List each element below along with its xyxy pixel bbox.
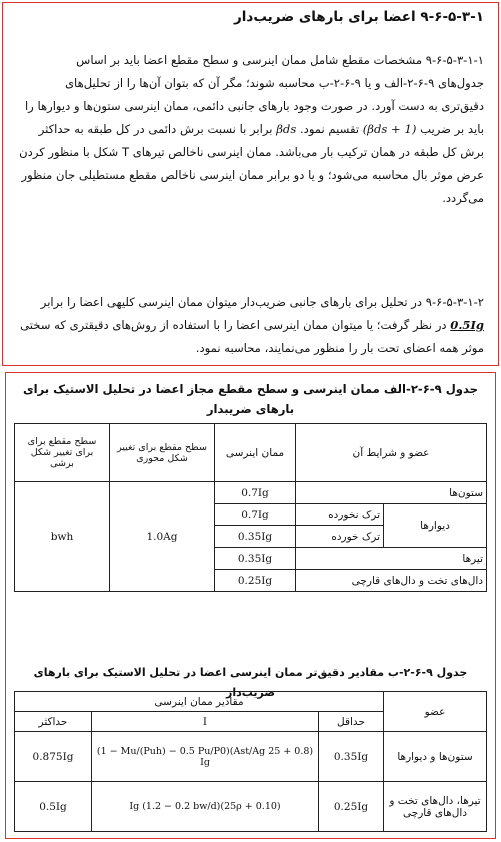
t1-val-cracked: 0.35Ig [215,526,296,548]
t2-header-group: مقادیر ممان اینرسی [15,692,384,712]
t2-row2-formula: (0.10 + 25ρ)(1.2 − 0.2 bw/d) Ig [92,782,319,832]
table2-caption: جدول ۹-۶-۲-ب مقادیر دقیق‌تر ممان اینرسی اعضا در تحلیل الاستیک برای بارهای ضریب‌دار [33,666,468,699]
para1-line-3: دقیق‌تری به دست آورد. در صورت وجود بارهای جانبی دائمی، ممان اینرسی ستون‌ها و دیوارها را [24,99,484,113]
half-ig-value: 0.5Ig [450,318,484,332]
t2-row1-min: 0.35Ig [319,732,384,782]
t2-header-min: حداقل [319,712,384,732]
t2-row1-formula: (0.8 + 25 Ast/Ag)(1 − Mu/(Puh) − 0.5 Pu/P0) Ig [92,732,319,782]
paragraph-2 [17,291,484,360]
paragraph-1 [17,49,484,210]
t2-header-i: I [92,712,319,732]
para2-line-1: ۹-۶-۵-۳-۱-۲ در تحلیل برای بارهای جانبی ضریب‌دار میتوان ممان اینرسی کلیهی اعضا را برابر [40,295,484,309]
t1-val-uncracked: 0.7Ig [215,504,296,526]
beta-symbol: βds [276,122,297,136]
t1-val-beams: 0.35Ig [215,548,296,570]
para1-line-2: جدول‌های ۹-۶-۲-الف و یا ۹-۶-۲-ب محاسبه شوند؛ مگر آن که بتوان آن‌ها را از تحلیل‌های [64,76,484,90]
section-title: ۹-۶-۵-۳-۱ اعضا برای بارهای ضریب‌دار [234,9,484,25]
t2-row2-member: تیرها، دال‌های تخت و دال‌های قارچی [384,782,487,832]
t2-header-max: حداکثر [15,712,92,732]
t2-row1-max: 0.875Ig [15,732,92,782]
para1-line-6: عرض موثر بال محاسبه می‌شود؛ و یا دو برابر ممان اینرسی ناخالص مقطع مستطیلی جان منظور [21,168,484,182]
t2-row1-member: ستون‌ها و دیوارها [384,732,487,782]
para2-line-3: موثر همه اعضای تحت بار را منظور می‌نمایند، محاسبه نمود. [195,341,484,355]
table2 [14,691,487,832]
tables-box [5,372,496,839]
t1-header-shear: سطح مقطع برای برای تغییر شکل برشی [15,424,110,482]
t1-val-axial: 1.0Ag [110,482,215,592]
factor-formula: (1 + βds) [362,122,417,136]
para1-line-4: باید بر ضریب (1 + βds) تقسیم نمود. βds برابر با نسبت برش دائمی در کل طبقه به حداکثر [38,122,484,136]
t1-row-columns: ستون‌ها [296,482,487,504]
t2-row2-min: 0.25Ig [319,782,384,832]
para1-line-1: ۹-۶-۵-۳-۱-۱ مشخصات مقطع شامل ممان اینرسی و سطح مقطع اعضا باید بر اساس [76,53,484,67]
t1-row-walls: دیوارها [384,504,487,548]
t1-header-axial: سطح مقطع برای تغییر شکل محوری [110,424,215,482]
table1 [14,423,487,592]
para1-line-7: می‌گردد. [442,191,484,205]
t1-val-columns: 0.7Ig [215,482,296,504]
t1-header-inertia: ممان اینرسی [215,424,296,482]
para1-line-5: برش کل طبقه در همان ترکیب بار می‌باشد. ممان اینرسی ناخالص تیرهای T شکل با منظور کردن [19,145,484,159]
t1-row-beams: تیرها [296,548,487,570]
t2-row2-max: 0.5Ig [15,782,92,832]
para2-line-2: 0.5Ig در نظر گرفت؛ یا میتوان ممان اینرسی اعضا را با استفاده از روش‌های دقیقتری که سختی [20,318,484,332]
t1-row-uncracked: ترک نخورده [296,504,384,526]
t1-header-member: عضو و شرایط آن [296,424,487,482]
table1-caption: جدول ۹-۶-۲-الف ممان اینرسی و سطح مقطع مجاز اعضا در تحلیل الاستیک برای بارهای ضریبدار [22,382,479,416]
t1-row-cracked: ترک خورده [296,526,384,548]
t2-header-member: عضو [384,692,487,732]
t1-val-slabs: 0.25Ig [215,570,296,592]
t1-row-slabs: دال‌های تخت و دال‌های قارچی [296,570,487,592]
clause-box [2,2,499,366]
t1-val-shear: bwh [15,482,110,592]
